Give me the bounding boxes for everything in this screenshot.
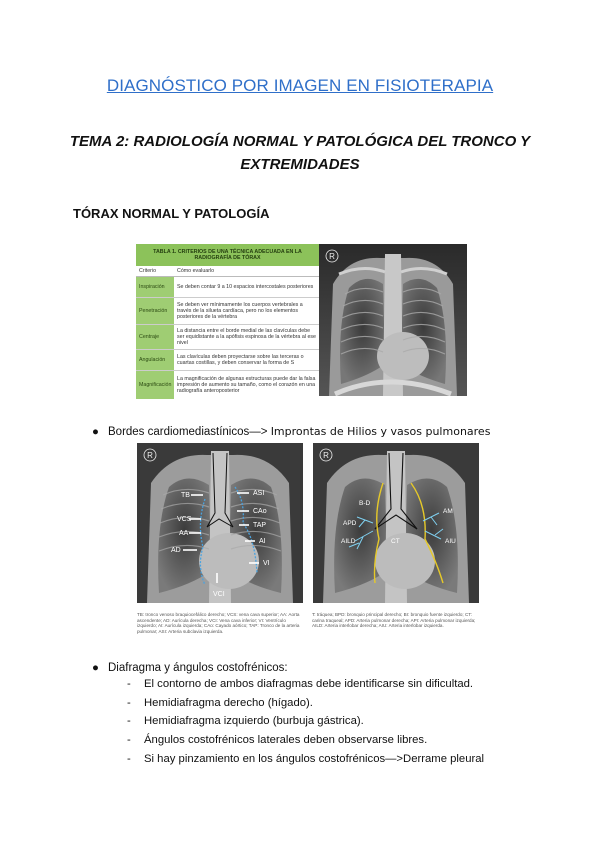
label-cao: CAo [253,508,267,515]
table-row [136,298,319,325]
dash-icon: - [127,696,131,709]
row-criterion: Centraje [136,325,174,349]
row-how: Las clavículas deben proyectarse sobre las terceras o cuartas costillas, y deben conservar la forma de S [177,354,304,366]
row-criterion: Penetración [136,298,174,324]
row-criterion: Angulación [136,350,174,370]
subtitle [60,130,540,176]
row-criterion: Inspiración [136,277,174,297]
table-row [136,371,319,399]
column-header-criterion: Criterio [139,268,157,274]
bullet-text-a: Bordes cardiomediastínicos—> [108,426,271,438]
subtitle-line-1: TEMA 2: RADIOLOGÍA NORMAL Y PATOLÓGICA DEL TRONCO Y [69,133,531,150]
list-item-text: Hemidiafragma derecho (hígado). [144,696,313,709]
annotated-xray-figure [137,443,485,633]
row-criterion: Magnificación [136,371,174,399]
table-row [136,277,319,298]
label-am: AM [443,508,453,515]
label-aiu: AIU [445,538,456,545]
document-title: DIAGNÓSTICO POR IMAGEN EN FISIOTERAPIA [106,76,494,95]
dash-icon: - [127,715,131,728]
row-how: La magnificación de algunas estructuras puede dar la falsa impresión de aumento su tamaño, como el corazón en una radiografía anteroposterior [177,376,316,394]
label-tb: TB [181,492,190,499]
bullet-dot-icon: ● [92,662,99,674]
bullet-text-b: Improntas de Hilios y vasos pulmonares [270,425,491,438]
xray-right-marker: R [323,451,329,460]
caption-right: T: tráquea; BPD: bronquio principal derecho; BI: bronquio fuente izquierdo; CT: carina traqueal; APD: Arteria pulmonar derecha; API: Arteria pulmonar izquierda; AILD: Arteria interlobar derecha; AIU: Arteria interlobar izquierda. [312,612,476,628]
caption-left: TB: tronco venoso braquiocefálico derecho; VCS: vena cava superior; AA: Aorta ascendente; AD: Aurícula derecha; VCI: Vena cava inferior; VI: Ventrículo izquierdo; AI: Aurícula izquierda; CAo: Cayado aórtico; TAP: Tronco de la arteria pulmonar; ASI: Arteria subclavia izquierda. [137,612,300,634]
bullet-dot-icon: ● [92,426,99,438]
label-asi: ASI [253,490,265,497]
table-heading: TABLA 1. CRITERIOS DE UNA TÉCNICA ADECUADA EN LA RADIOGRAFÍA DE TÓRAX [136,244,319,266]
row-how: Se deben contar 9 a 10 espacios intercostales posteriores [177,284,314,290]
label-vcs: VCS [177,516,192,523]
list-item-text: El contorno de ambos diafragmas debe identificarse sin dificultad. [144,678,474,690]
label-bd: B-D [359,500,371,507]
label-ct: CT [391,538,400,545]
table-column-headers [136,266,319,277]
technique-figure [136,244,467,396]
xray-right-panel [313,443,479,603]
table-row [136,350,319,371]
xray-marker-label: R [329,252,335,261]
list-item-text: Hemidiafragma izquierdo (burbuja gástrica). [144,715,364,728]
subtitle-line-2: EXTREMIDADES [240,156,360,173]
label-vci: VCI [213,591,225,598]
label-aa: AA [179,530,189,537]
column-header-how: Cómo evaluarlo [177,268,215,274]
label-aild: AILD [341,538,356,545]
technique-table [136,244,319,396]
normal-chest-xray-image [319,244,467,396]
label-apd: APD [343,520,357,527]
label-tap: TAP [253,522,267,529]
bullet-diaphragm-text: Diafragma y ángulos costofrénicos: [108,662,288,674]
row-how: La distancia entre el borde medial de las clavículas debe ser equidistante a la apófisis espinosa de la vértebra al ese nivel [177,328,316,346]
xray-left-panel [137,443,303,603]
row-how: Se deben ver mínimamente los cuerpos vertebrales a través de la silueta cardíaca, pero no los elementos posteriores de la vértebra [177,302,303,320]
label-vi: VI [263,560,270,567]
section-heading: TÓRAX NORMAL Y PATOLOGÍA [73,206,270,221]
dash-icon: - [127,734,131,747]
xray-left-marker: R [147,451,153,460]
list-item-text: Ángulos costofrénicos laterales deben observarse libres. [144,734,428,747]
list-item-text: Si hay pinzamiento en los ángulos costofrénicos—>Derrame pleural [144,752,485,765]
label-ai: AI [259,538,266,545]
dash-icon: - [127,752,131,765]
label-ad: AD [171,547,181,554]
table-row [136,325,319,350]
dash-icon: - [127,678,131,690]
